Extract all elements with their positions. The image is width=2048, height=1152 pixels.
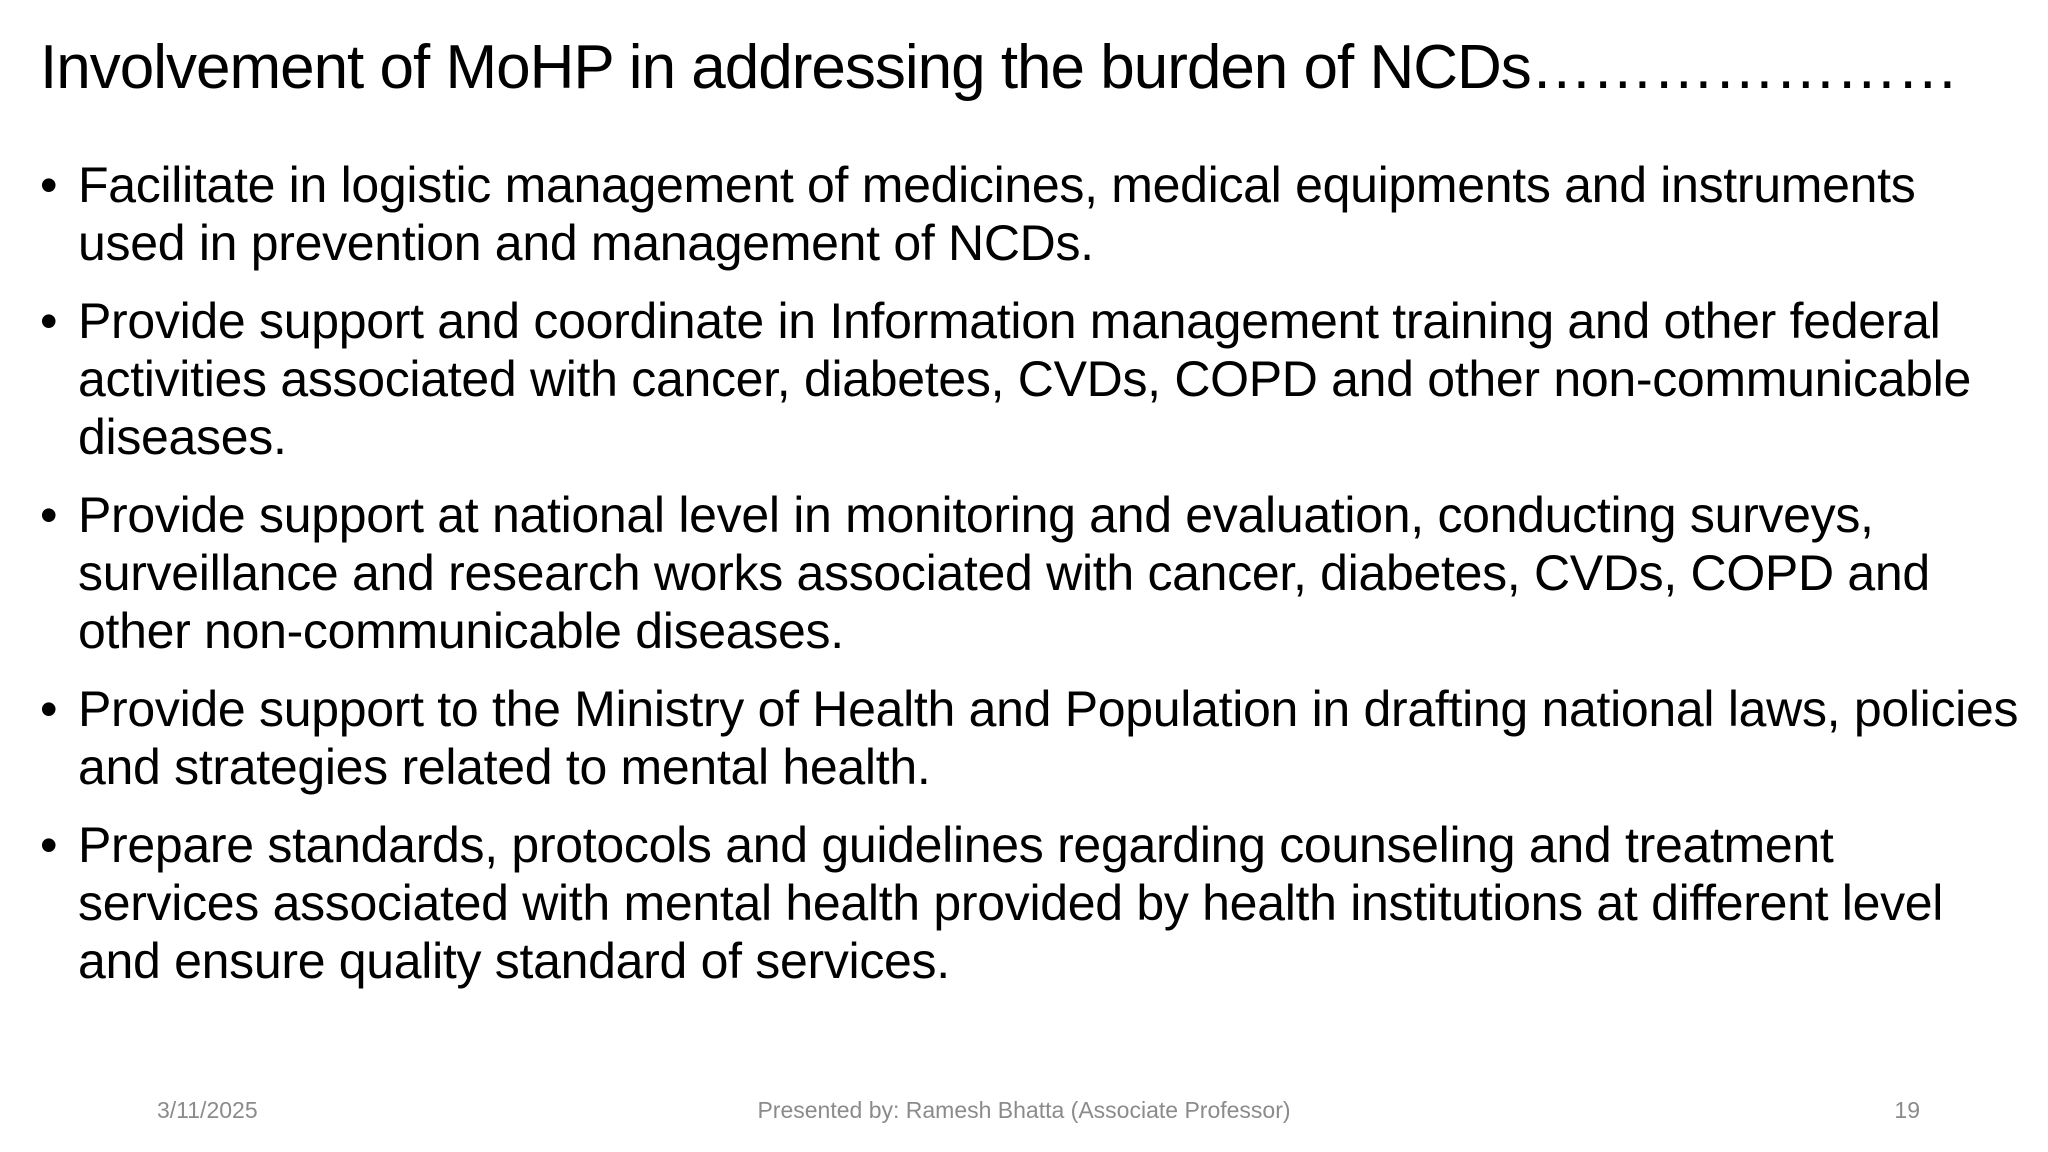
bullet-dot-icon: • — [40, 157, 58, 213]
bullet-list — [40, 156, 2020, 1010]
bullet-text: Provide support at national level in monitoring and evaluation, conducting surveys, surveillance and research works associated with cancer, diabetes, CVDs, COPD and other non-communicable diseases. — [78, 487, 1930, 659]
bullet-text: Facilitate in logistic management of medicines, medical equipments and instruments used in prevention and management of NCDs. — [78, 157, 1916, 271]
bullet-dot-icon: • — [40, 817, 58, 873]
bullet-text: Provide support and coordinate in Information management training and other federal activities associated with cancer, diabetes, CVDs, COPD and other non-communicable diseases. — [78, 293, 1971, 465]
bullet-item — [40, 292, 2020, 466]
bullet-text: Prepare standards, protocols and guidelines regarding counseling and treatment services associated with mental health provided by health institutions at different level and ensure quality standard of services. — [78, 817, 1944, 989]
bullet-item — [40, 816, 2020, 990]
bullet-item — [40, 486, 2020, 660]
bullet-item — [40, 680, 2020, 796]
bullet-dot-icon: • — [40, 681, 58, 737]
footer-page-number: 19 — [1894, 1097, 1920, 1123]
bullet-dot-icon: • — [40, 487, 58, 543]
bullet-text: Provide support to the Ministry of Health and Population in drafting national laws, policies and strategies related to mental health. — [78, 681, 2019, 795]
bullet-dot-icon: • — [40, 293, 58, 349]
slide-title: Involvement of MoHP in addressing the burden of NCDs………………… — [40, 33, 1958, 102]
bullet-item — [40, 156, 2020, 272]
footer-date: 3/11/2025 — [157, 1097, 258, 1123]
footer-presenter: Presented by: Ramesh Bhatta (Associate Professor) — [757, 1097, 1291, 1123]
